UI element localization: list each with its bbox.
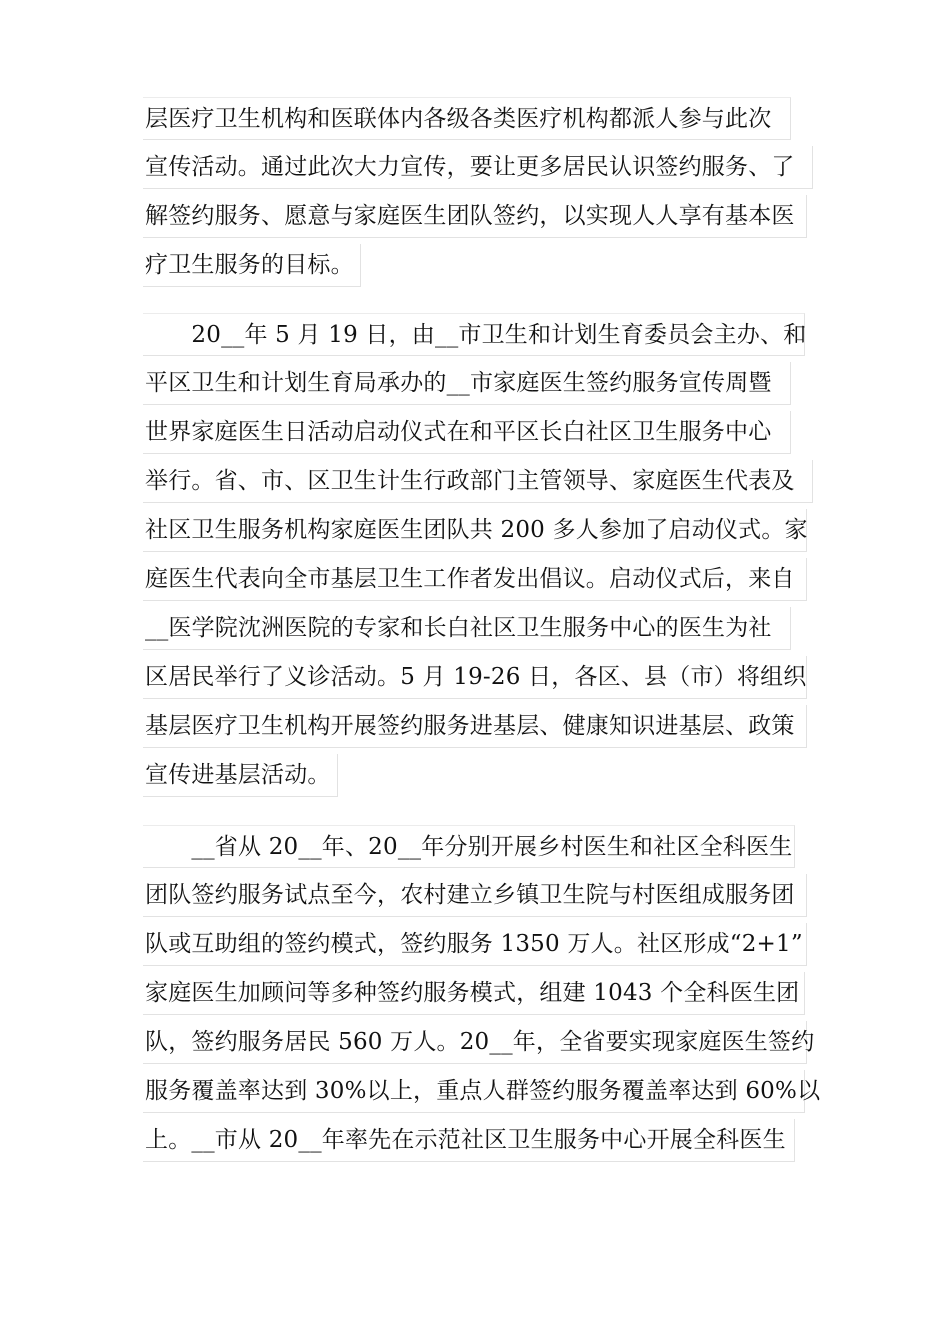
text-line: 团队签约服务试点至今，农村建立乡镇卫生院与村医组成服务团 [143, 874, 807, 917]
text-line: 家庭医生加顾问等多种签约服务模式，组建 1043 个全科医生团 [143, 972, 805, 1015]
text-line: 庭医生代表向全市基层卫生工作者发出倡议。启动仪式后，来自 [143, 558, 807, 601]
text-line: 平区卫生和计划生育局承办的__市家庭医生签约服务宣传周暨 [143, 362, 791, 405]
paragraph-2 [143, 313, 823, 803]
text-line: 世界家庭医生日活动启动仪式在和平区长白社区卫生服务中心 [143, 411, 791, 454]
text-line: 层医疗卫生机构和医联体内各级各类医疗机构都派人参与此次 [143, 97, 791, 140]
text-line: 宣传进基层活动。 [143, 754, 338, 797]
paragraph-1 [143, 97, 823, 293]
text-line: 队或互助组的签约模式，签约服务 1350 万人。社区形成“2+1” [143, 923, 807, 966]
text-line: 宣传活动。通过此次大力宣传，要让更多居民认识签约服务、了 [143, 146, 813, 189]
text-line: 举行。省、市、区卫生计生行政部门主管领导、家庭医生代表及 [143, 460, 813, 503]
text-line: 队，签约服务居民 560 万人。20__年，全省要实现家庭医生签约 [143, 1021, 807, 1064]
text-line: 社区卫生服务机构家庭医生团队共 200 多人参加了启动仪式。家 [143, 509, 807, 552]
text-line: __省从 20__年、20__年分别开展乡村医生和社区全科医生 [143, 825, 795, 868]
text-line: 解签约服务、愿意与家庭医生团队签约，以实现人人享有基本医 [143, 195, 807, 238]
text-line: 基层医疗卫生机构开展签约服务进基层、健康知识进基层、政策 [143, 705, 807, 748]
text-line: 上。__市从 20__年率先在示范社区卫生服务中心开展全科医生 [143, 1119, 795, 1162]
text-line: 20__年 5 月 19 日，由__市卫生和计划生育委员会主办、和 [143, 313, 805, 356]
text-line: 服务覆盖率达到 30%以上，重点人群签约服务覆盖率达到 60%以 [143, 1070, 805, 1113]
text-line: 疗卫生服务的目标。 [143, 244, 361, 287]
text-line: 区居民举行了义诊活动。5 月 19-26 日，各区、县（市）将组织 [143, 656, 807, 699]
text-line: __医学院沈洲医院的专家和长白社区卫生服务中心的医生为社 [143, 607, 791, 650]
paragraph-3 [143, 825, 823, 1168]
